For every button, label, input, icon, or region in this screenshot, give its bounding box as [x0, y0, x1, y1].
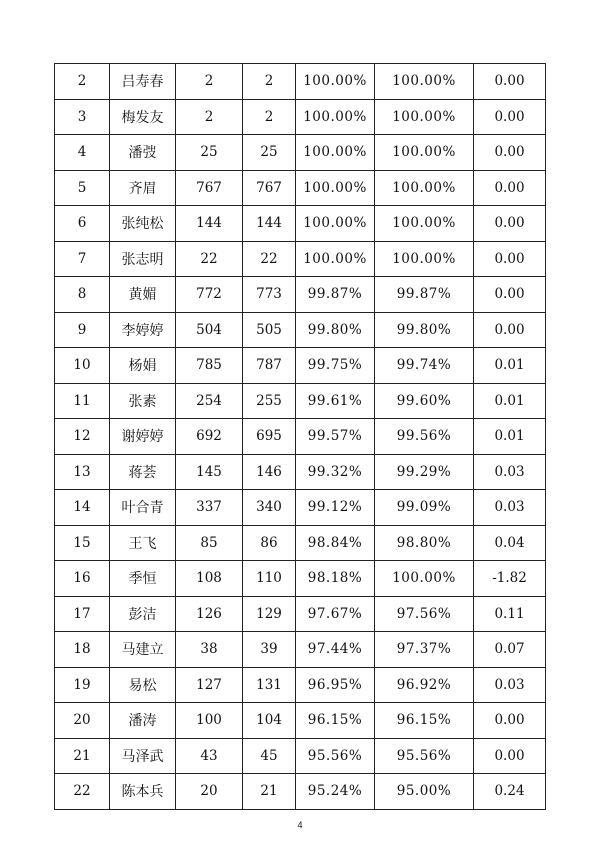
count-b-cell: 39 [243, 632, 296, 668]
row-index-cell: 21 [55, 738, 110, 774]
rate-b-cell: 100.00% [375, 206, 474, 242]
count-b-cell: 104 [243, 703, 296, 739]
rate-a-cell: 99.57% [296, 419, 375, 455]
rate-a-cell: 100.00% [296, 135, 375, 171]
table-row [55, 774, 546, 810]
count-b-cell: 45 [243, 738, 296, 774]
count-a-cell: 254 [176, 383, 243, 419]
table-row [55, 241, 546, 277]
count-b-cell: 21 [243, 774, 296, 810]
table-row [55, 561, 546, 597]
table-row [55, 738, 546, 774]
name-cell: 杨娟 [110, 348, 176, 384]
difference-cell: 0.03 [474, 490, 546, 526]
table-row [55, 348, 546, 384]
data-table [54, 63, 546, 810]
rate-a-cell: 99.75% [296, 348, 375, 384]
count-a-cell: 504 [176, 312, 243, 348]
rate-b-cell: 99.29% [375, 454, 474, 490]
difference-cell: 0.01 [474, 419, 546, 455]
rate-b-cell: 99.80% [375, 312, 474, 348]
count-b-cell: 146 [243, 454, 296, 490]
rate-b-cell: 99.87% [375, 277, 474, 313]
count-a-cell: 22 [176, 241, 243, 277]
rate-b-cell: 97.56% [375, 596, 474, 632]
row-index-cell: 12 [55, 419, 110, 455]
table-row [55, 135, 546, 171]
count-a-cell: 100 [176, 703, 243, 739]
count-a-cell: 127 [176, 667, 243, 703]
difference-cell: -1.82 [474, 561, 546, 597]
rate-a-cell: 97.67% [296, 596, 375, 632]
difference-cell: 0.00 [474, 312, 546, 348]
name-cell: 梅发友 [110, 99, 176, 135]
row-index-cell: 20 [55, 703, 110, 739]
count-a-cell: 772 [176, 277, 243, 313]
count-b-cell: 131 [243, 667, 296, 703]
row-index-cell: 6 [55, 206, 110, 242]
rate-b-cell: 99.74% [375, 348, 474, 384]
rate-a-cell: 99.32% [296, 454, 375, 490]
rate-b-cell: 99.56% [375, 419, 474, 455]
count-a-cell: 20 [176, 774, 243, 810]
rate-b-cell: 100.00% [375, 135, 474, 171]
table-row [55, 99, 546, 135]
table-row [55, 703, 546, 739]
name-cell: 蒋荟 [110, 454, 176, 490]
difference-cell: 0.00 [474, 738, 546, 774]
count-b-cell: 787 [243, 348, 296, 384]
name-cell: 彭洁 [110, 596, 176, 632]
count-a-cell: 785 [176, 348, 243, 384]
table-row [55, 206, 546, 242]
name-cell: 陈本兵 [110, 774, 176, 810]
count-b-cell: 25 [243, 135, 296, 171]
row-index-cell: 11 [55, 383, 110, 419]
rate-a-cell: 98.84% [296, 525, 375, 561]
difference-cell: 0.24 [474, 774, 546, 810]
name-cell: 黄媚 [110, 277, 176, 313]
rate-b-cell: 100.00% [375, 170, 474, 206]
name-cell: 张纯松 [110, 206, 176, 242]
difference-cell: 0.07 [474, 632, 546, 668]
count-a-cell: 692 [176, 419, 243, 455]
rate-a-cell: 96.95% [296, 667, 375, 703]
count-b-cell: 505 [243, 312, 296, 348]
rate-a-cell: 99.12% [296, 490, 375, 526]
difference-cell: 0.03 [474, 667, 546, 703]
rate-b-cell: 98.80% [375, 525, 474, 561]
name-cell: 季恒 [110, 561, 176, 597]
table-row [55, 490, 546, 526]
row-index-cell: 18 [55, 632, 110, 668]
rate-a-cell: 95.56% [296, 738, 375, 774]
name-cell: 张志明 [110, 241, 176, 277]
count-b-cell: 767 [243, 170, 296, 206]
count-a-cell: 126 [176, 596, 243, 632]
table-row [55, 525, 546, 561]
difference-cell: 0.00 [474, 135, 546, 171]
name-cell: 易松 [110, 667, 176, 703]
rate-a-cell: 95.24% [296, 774, 375, 810]
name-cell: 潘涛 [110, 703, 176, 739]
row-index-cell: 10 [55, 348, 110, 384]
count-b-cell: 255 [243, 383, 296, 419]
count-a-cell: 337 [176, 490, 243, 526]
row-index-cell: 9 [55, 312, 110, 348]
difference-cell: 0.00 [474, 277, 546, 313]
name-cell: 王飞 [110, 525, 176, 561]
rate-a-cell: 96.15% [296, 703, 375, 739]
rate-b-cell: 100.00% [375, 99, 474, 135]
table-row [55, 170, 546, 206]
difference-cell: 0.00 [474, 170, 546, 206]
table-body [55, 64, 546, 810]
rate-b-cell: 100.00% [375, 241, 474, 277]
count-b-cell: 110 [243, 561, 296, 597]
count-b-cell: 2 [243, 99, 296, 135]
difference-cell: 0.00 [474, 703, 546, 739]
rate-a-cell: 99.80% [296, 312, 375, 348]
row-index-cell: 14 [55, 490, 110, 526]
table-row [55, 64, 546, 100]
count-a-cell: 38 [176, 632, 243, 668]
count-b-cell: 22 [243, 241, 296, 277]
difference-cell: 0.11 [474, 596, 546, 632]
difference-cell: 0.00 [474, 206, 546, 242]
row-index-cell: 2 [55, 64, 110, 100]
count-a-cell: 2 [176, 64, 243, 100]
table-row [55, 667, 546, 703]
rate-a-cell: 100.00% [296, 241, 375, 277]
table-row [55, 632, 546, 668]
name-cell: 吕寿春 [110, 64, 176, 100]
count-b-cell: 695 [243, 419, 296, 455]
rate-b-cell: 96.92% [375, 667, 474, 703]
row-index-cell: 17 [55, 596, 110, 632]
rate-a-cell: 99.87% [296, 277, 375, 313]
name-cell: 李婷婷 [110, 312, 176, 348]
row-index-cell: 16 [55, 561, 110, 597]
table-row [55, 454, 546, 490]
rate-b-cell: 95.00% [375, 774, 474, 810]
difference-cell: 0.00 [474, 241, 546, 277]
name-cell: 叶合青 [110, 490, 176, 526]
rate-a-cell: 100.00% [296, 206, 375, 242]
rate-a-cell: 97.44% [296, 632, 375, 668]
row-index-cell: 4 [55, 135, 110, 171]
difference-cell: 0.00 [474, 99, 546, 135]
rate-b-cell: 95.56% [375, 738, 474, 774]
difference-cell: 0.01 [474, 348, 546, 384]
table-row [55, 383, 546, 419]
row-index-cell: 13 [55, 454, 110, 490]
row-index-cell: 15 [55, 525, 110, 561]
rate-a-cell: 100.00% [296, 99, 375, 135]
rate-b-cell: 97.37% [375, 632, 474, 668]
count-b-cell: 773 [243, 277, 296, 313]
name-cell: 谢婷婷 [110, 419, 176, 455]
count-a-cell: 25 [176, 135, 243, 171]
rate-b-cell: 99.09% [375, 490, 474, 526]
count-a-cell: 144 [176, 206, 243, 242]
rate-a-cell: 98.18% [296, 561, 375, 597]
count-a-cell: 85 [176, 525, 243, 561]
rate-a-cell: 100.00% [296, 170, 375, 206]
table-row [55, 419, 546, 455]
rate-a-cell: 100.00% [296, 64, 375, 100]
difference-cell: 0.04 [474, 525, 546, 561]
count-b-cell: 86 [243, 525, 296, 561]
count-b-cell: 129 [243, 596, 296, 632]
count-b-cell: 2 [243, 64, 296, 100]
data-table-container [54, 63, 545, 810]
name-cell: 马泽武 [110, 738, 176, 774]
row-index-cell: 8 [55, 277, 110, 313]
count-a-cell: 145 [176, 454, 243, 490]
row-index-cell: 3 [55, 99, 110, 135]
count-b-cell: 144 [243, 206, 296, 242]
rate-b-cell: 96.15% [375, 703, 474, 739]
name-cell: 马建立 [110, 632, 176, 668]
name-cell: 张素 [110, 383, 176, 419]
row-index-cell: 22 [55, 774, 110, 810]
rate-b-cell: 100.00% [375, 561, 474, 597]
count-a-cell: 2 [176, 99, 243, 135]
name-cell: 齐眉 [110, 170, 176, 206]
count-a-cell: 767 [176, 170, 243, 206]
difference-cell: 0.00 [474, 64, 546, 100]
difference-cell: 0.03 [474, 454, 546, 490]
row-index-cell: 5 [55, 170, 110, 206]
row-index-cell: 19 [55, 667, 110, 703]
name-cell: 潘弢 [110, 135, 176, 171]
count-a-cell: 108 [176, 561, 243, 597]
rate-a-cell: 99.61% [296, 383, 375, 419]
table-row [55, 312, 546, 348]
difference-cell: 0.01 [474, 383, 546, 419]
count-b-cell: 340 [243, 490, 296, 526]
table-row [55, 596, 546, 632]
page-number: 4 [297, 820, 303, 830]
row-index-cell: 7 [55, 241, 110, 277]
rate-b-cell: 100.00% [375, 64, 474, 100]
rate-b-cell: 99.60% [375, 383, 474, 419]
count-a-cell: 43 [176, 738, 243, 774]
table-row [55, 277, 546, 313]
